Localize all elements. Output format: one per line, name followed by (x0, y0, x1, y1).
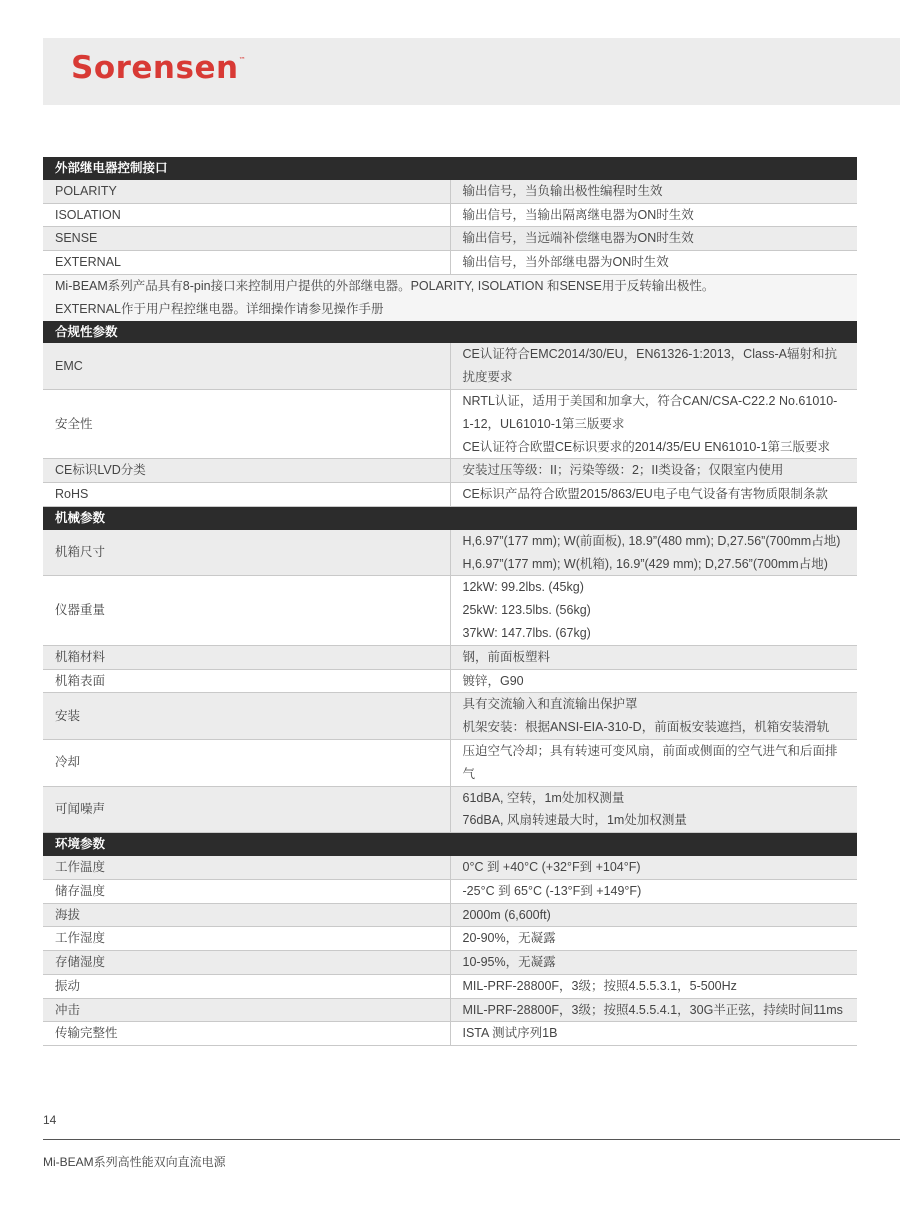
spec-row (43, 343, 857, 389)
spec-value (450, 227, 857, 251)
spec-value (450, 856, 857, 879)
spec-row (43, 951, 857, 975)
spec-value-line: NRTL认证，适用于美国和加拿大，符合CAN/CSA-C22.2 No.61010-1-12，UL61010-1第三版要求 (462, 393, 838, 431)
spec-label: SENSE (43, 227, 450, 251)
spec-row (43, 180, 857, 203)
page-number: 14 (43, 1113, 57, 1127)
spec-value (450, 180, 857, 203)
spec-label: EXTERNAL (43, 251, 450, 275)
section-header (43, 506, 857, 529)
spec-label: 冷却 (43, 739, 450, 786)
spec-value (450, 530, 857, 576)
spec-value-line: MIL-PRF-28800F，3级；按照4.5.5.3.1，5-500Hz (462, 978, 737, 993)
spec-label: POLARITY (43, 180, 450, 203)
spec-value-line: CE认证符合欧盟CE标识要求的2014/35/EU EN61010-1第三版要求 (462, 439, 830, 454)
spec-value (450, 879, 857, 903)
spec-value (450, 903, 857, 927)
spec-value-line: 25kW: 123.5lbs. (56kg) (462, 603, 591, 618)
spec-label: RoHS (43, 483, 450, 507)
spec-label: 工作湿度 (43, 927, 450, 951)
sorensen-logo: Sorensen™ (71, 50, 247, 86)
spec-row (43, 856, 857, 879)
spec-label: 可闻噪声 (43, 786, 450, 833)
spec-row (43, 879, 857, 903)
spec-row (43, 974, 857, 998)
spec-row (43, 998, 857, 1022)
spec-value-line: 安装过压等级：II；污染等级：2；II类设备；仅限室内使用 (462, 463, 784, 478)
spec-row (43, 645, 857, 669)
spec-row (43, 576, 857, 645)
spec-value (450, 669, 857, 693)
spec-row (43, 669, 857, 693)
spec-value (450, 483, 857, 507)
spec-row (43, 739, 857, 786)
spec-label: 振动 (43, 974, 450, 998)
spec-row (43, 459, 857, 483)
spec-value-line: 输出信号，当输出隔离继电器为ON时生效 (462, 207, 694, 222)
spec-label: 安全性 (43, 389, 450, 458)
spec-label: 机箱表面 (43, 669, 450, 693)
spec-row (43, 927, 857, 951)
spec-value-line: -25°C 到 65°C (-13°F到 +149°F) (462, 883, 642, 898)
spec-label: EMC (43, 343, 450, 389)
spec-row (43, 389, 857, 458)
spec-label: 仪器重量 (43, 576, 450, 645)
spec-value (450, 389, 857, 458)
spec-value (450, 576, 857, 645)
spec-value-line: 61dBA, 空转，1m处加权测量 (462, 790, 625, 805)
spec-value (450, 459, 857, 483)
spec-value-line: 0°C 到 +40°C (+32°F到 +104°F) (462, 859, 641, 874)
note-line: EXTERNAL作于用户程控继电器。详细操作请参见操作手册 (55, 301, 384, 316)
spec-label: 安装 (43, 693, 450, 740)
spec-value-line: CE标识产品符合欧盟2015/863/EU电子电气设备有害物质限制条款 (462, 487, 828, 502)
spec-value (450, 251, 857, 275)
spec-label: 冲击 (43, 998, 450, 1022)
section-title: 合规性参数 (43, 321, 857, 344)
spec-value (450, 693, 857, 740)
spec-value-line: H,6.97”(177 mm); W(前面板), 18.9”(480 mm); D,27.56”(700mm占地) (462, 533, 841, 548)
note-line: Mi-BEAM系列产品具有8-pin接口来控制用户提供的外部继电器。POLARITY, ISOLATION 和SENSE用于反转输出极性。 (55, 278, 715, 293)
spec-value (450, 739, 857, 786)
footer-title: Mi-BEAM系列高性能双向直流电源 (43, 1155, 226, 1169)
section-note (43, 274, 857, 320)
page-header (43, 38, 900, 105)
spec-value (450, 645, 857, 669)
spec-value-line: 76dBA, 风扇转速最大时，1m处加权测量 (462, 813, 687, 828)
spec-value-line: 37kW: 147.7lbs. (67kg) (462, 625, 591, 640)
spec-value-line: CE认证符合EMC2014/30/EU，EN61326-1:2013，Class-A辐射和抗扰度要求 (462, 347, 837, 385)
spec-label: CE标识LVD分类 (43, 459, 450, 483)
spec-label: 海拔 (43, 903, 450, 927)
spec-value-line: 机架安装：根据ANSI-EIA-310-D，前面板安装遮挡，机箱安装滑轨 (462, 720, 830, 735)
spec-table (43, 157, 857, 1046)
spec-label: 储存温度 (43, 879, 450, 903)
spec-value-line: MIL-PRF-28800F，3级；按照4.5.5.4.1，30G半正弦，持续时间11ms (462, 1002, 843, 1017)
spec-value (450, 343, 857, 389)
spec-value-line: 钢，前面板塑料 (462, 649, 551, 664)
spec-value-line: 镀锌，G90 (462, 673, 524, 688)
spec-label: 传输完整性 (43, 1022, 450, 1046)
spec-row (43, 483, 857, 507)
spec-value (450, 786, 857, 833)
section-title: 机械参数 (43, 506, 857, 529)
spec-row (43, 786, 857, 833)
spec-row (43, 693, 857, 740)
spec-value (450, 927, 857, 951)
section-header (43, 833, 857, 856)
footer-divider (43, 1139, 900, 1140)
spec-value (450, 974, 857, 998)
spec-value (450, 998, 857, 1022)
spec-value-line: H,6.97”(177 mm); W(机箱), 16.9”(429 mm); D,27.56”(700mm占地) (462, 556, 828, 571)
spec-row (43, 227, 857, 251)
spec-label: 机箱尺寸 (43, 530, 450, 576)
spec-label: 机箱材料 (43, 645, 450, 669)
section-header (43, 157, 857, 180)
spec-row (43, 251, 857, 275)
spec-value-line: 12kW: 99.2lbs. (45kg) (462, 580, 584, 595)
spec-row (43, 203, 857, 227)
spec-row (43, 530, 857, 576)
spec-value-line: 10-95%，无凝露 (462, 955, 556, 970)
spec-value (450, 1022, 857, 1046)
spec-row (43, 903, 857, 927)
spec-value-line: 20-90%，无凝露 (462, 931, 556, 946)
spec-value-line: 具有交流输入和直流输出保护罩 (462, 697, 638, 712)
spec-label: 存储湿度 (43, 951, 450, 975)
section-header (43, 321, 857, 344)
spec-label: ISOLATION (43, 203, 450, 227)
spec-value (450, 951, 857, 975)
section-title: 环境参数 (43, 833, 857, 856)
spec-value-line: 2000m (6,600ft) (462, 907, 551, 922)
section-title: 外部继电器控制接口 (43, 157, 857, 180)
spec-row (43, 1022, 857, 1046)
section-note-row (43, 274, 857, 320)
spec-value (450, 203, 857, 227)
spec-value-line: 输出信号，当外部继电器为ON时生效 (462, 255, 669, 270)
spec-label: 工作温度 (43, 856, 450, 879)
spec-value-line: 输出信号，当远端补偿继电器为ON时生效 (462, 231, 694, 246)
spec-value-line: 压迫空气冷却；具有转速可变风扇，前面或侧面的空气进气和后面排气 (462, 743, 838, 781)
spec-value-line: ISTA 测试序列1B (462, 1026, 558, 1041)
spec-value-line: 输出信号，当负输出极性编程时生效 (462, 183, 663, 198)
